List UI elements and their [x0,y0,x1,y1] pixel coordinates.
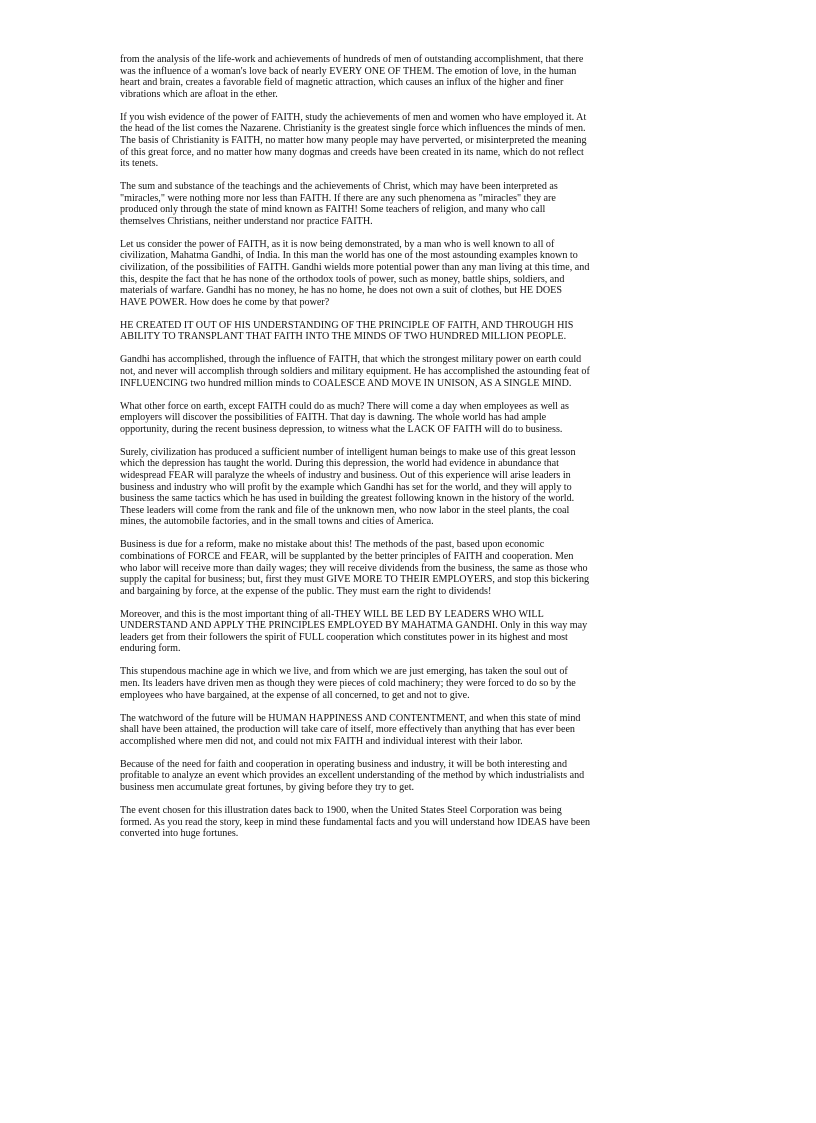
paragraph-2: If you wish evidence of the power of FAITH, study the achievements of men and women who have employed it. At the head of the list comes the Nazarene. Christianity is the greatest single force which influences the minds of men. The basis of Christianity is FAITH, no matter how many people may have perverted, or misinterpreted the meaning of this great force, and no matter how many dogmas and creeds have been created in its name, which do not reflect its tenets. [120,111,587,170]
paragraph-7: What other force on earth, except FAITH could do as much? There will come a day when employees as well as employers will discover the possibilities of FAITH. That day is dawning. The whole world has had ample opportunity, during the recent business depression, to witness what the LACK OF FAITH will do to business. [120,400,569,435]
paragraph-3: The sum and substance of the teachings and the achievements of Christ, which may have been interpreted as "miracles," were nothing more nor less than FAITH. If there are any such phenomena as "miracles" they are produced only through the state of mind known as FAITH! Some teachers of religion, and many who call themselves Christians, neither understand nor practice FAITH. [120,181,558,227]
paragraph-8: Surely, civilization has produced a sufficient number of intelligent human beings to make use of this great lesson which the depression has taught the world. During this depression, the world had evidence in abundance that widespread FEAR will paralyze the wheels of industry and business. Out of this experience will arise leaders in business and industry who will profit by the example which Gandhi has set for the world, and they will apply to business the same tactics which he has used in building the greatest following known in the history of the world. These leaders will come from the rank and file of the unknown men, who now labor in the steel plants, the coal mines, the automobile factories, and in the small towns and cities of America. [120,446,576,528]
paragraph-5: HE CREATED IT OUT OF HIS UNDERSTANDING OF THE PRINCIPLE OF FAITH, AND THROUGH HIS ABILITY TO TRANSPLANT THAT FAITH INTO THE MINDS OF TWO HUNDRED MILLION PEOPLE. [120,319,574,343]
paragraph-13: Because of the need for faith and cooperation in operating business and industry, it will be both interesting and profitable to analyze an event which provides an excellent understanding of the method by which industrialists and business men accumulate great fortunes, by giving before they try to get. [120,758,585,793]
document-page [120,54,590,840]
paragraph-11: This stupendous machine age in which we live, and from which we are just emerging, has taken the soul out of men. Its leaders have driven men as though they were pieces of cold machinery; they were forced to do so by the employees who have bargained, at the expense of all concerned, to get and not to give. [120,666,576,701]
paragraph-4: Let us consider the power of FAITH, as it is now being demonstrated, by a man who is well known to all of civilization, Mahatma Gandhi, of India. In this man the world has one of the most astounding examples known to civilization, of the possibilities of FAITH. Gandhi wields more potential power than any man living at this time, and this, despite the fact that he has none of the orthodox tools of power, such as money, battle ships, soldiers, and materials of warfare. Gandhi has no money, he has no home, he does not own a suit of clothes, but HE DOES HAVE POWER. How does he come by that power? [120,238,590,308]
paragraph-14: The event chosen for this illustration dates back to 1900, when the United States Steel Corporation was being formed. As you read the story, keep in mind these fundamental facts and you will understand how IDEAS have been converted into huge fortunes. [120,804,590,840]
paragraph-10: Moreover, and this is the most important thing of all-THEY WILL BE LED BY LEADERS WHO WILL UNDERSTAND AND APPLY THE PRINCIPLES EMPLOYED BY MAHATMA GANDHI. Only in this way may leaders get from their followers the spirit of FULL cooperation which constitutes power in its highest and most enduring form. [120,608,588,655]
paragraph-1: from the analysis of the life-work and achievements of hundreds of men of outstanding accomplishment, that there was the influence of a woman's love back of nearly EVERY ONE OF THEM. The emotion of love, in the human heart and brain, creates a favorable field of magnetic attraction, which causes an influx of the higher and finer vibrations which are afloat in the ether. [120,54,584,100]
paragraph-12: The watchword of the future will be HUMAN HAPPINESS AND CONTENTMENT, and when this state of mind shall have been attained, the production will take care of itself, more effectively than anything that has ever been accomplished where men did not, and could not mix FAITH and individual interest with their labor. [120,712,581,747]
paragraph-6: Gandhi has accomplished, through the influence of FAITH, that which the strongest military power on earth could not, and never will accomplish through soldiers and military equipment. He has accomplished the astounding feat of INFLUENCING two hundred million minds to COALESCE AND MOVE IN UNISON, AS A SINGLE MIND. [120,354,590,389]
paragraph-9: Business is due for a reform, make no mistake about this! The methods of the past, based upon economic combinations of FORCE and FEAR, will be supplanted by the better principles of FAITH and cooperation. Men who labor will receive more than daily wages; they will receive dividends from the business, the same as those who supply the capital for business; but, first they must GIVE MORE TO THEIR EMPLOYERS, and stop this bickering and bargaining by force, at the expense of the public. They must earn the right to dividends! [120,539,590,597]
